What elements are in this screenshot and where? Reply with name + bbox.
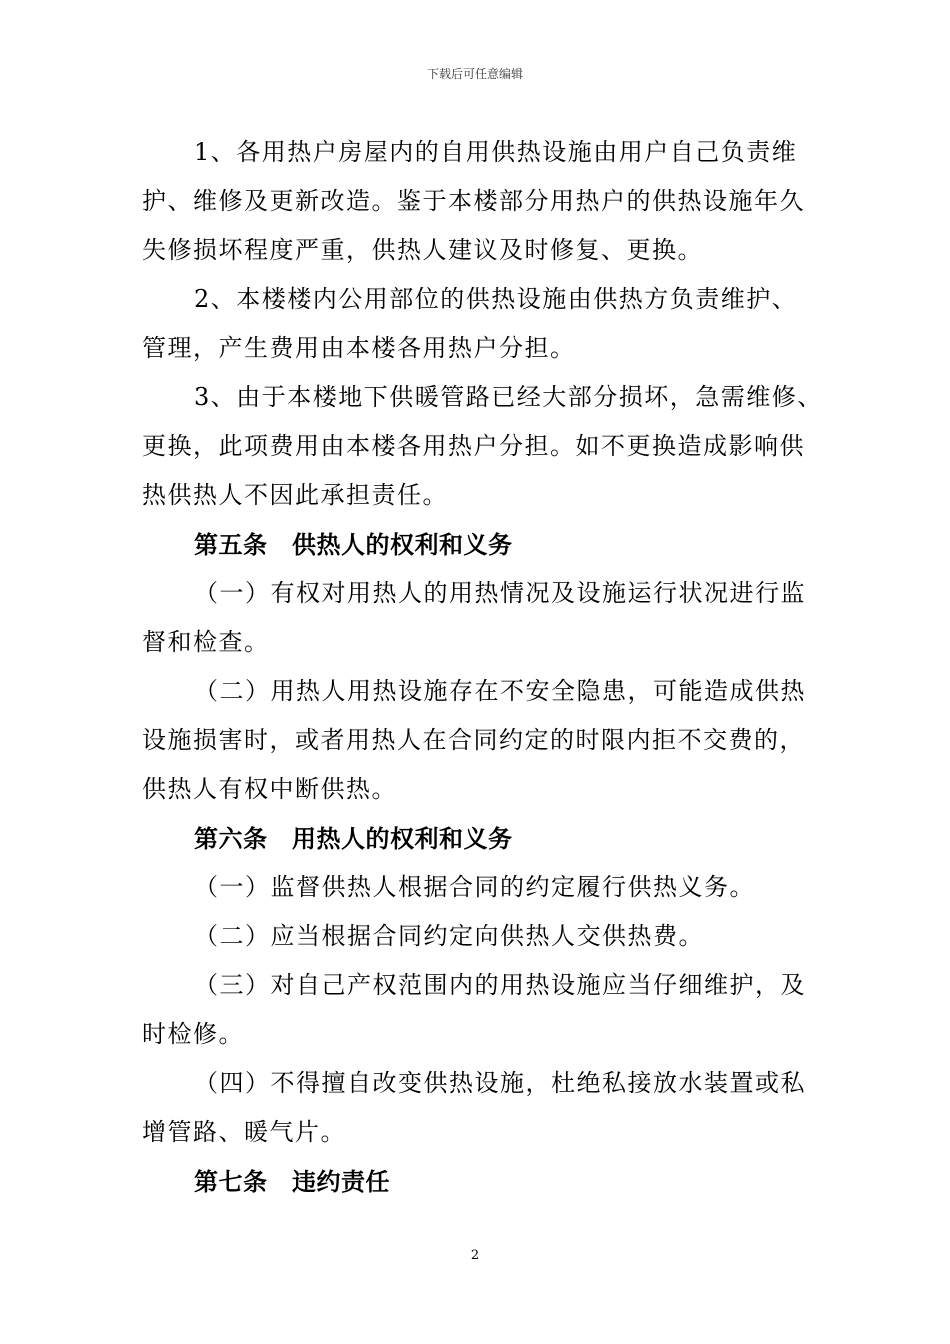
page-number: 2 bbox=[470, 1248, 480, 1263]
text-line: 热供热人不因此承担责任。 bbox=[142, 481, 448, 509]
text-line: 时检修。 bbox=[142, 1020, 244, 1048]
text-line: （一）监督供热人根据合同的约定履行供热义务。 bbox=[194, 873, 755, 901]
text-line: （二）用热人用热设施存在不安全隐患，可能造成供热 bbox=[194, 677, 806, 705]
document-body bbox=[142, 128, 823, 1206]
text-line: 管理，产生费用由本楼各用热户分担。 bbox=[142, 334, 576, 362]
text-line: 更换，此项费用由本楼各用热户分担。如不更换造成影响供 bbox=[142, 432, 805, 460]
page-header: 下载后可任意编辑 bbox=[426, 67, 523, 81]
article-6-item-3 bbox=[142, 961, 812, 1059]
text-line: 失修损坏程度严重，供热人建议及时修复、更换。 bbox=[142, 236, 703, 264]
text-line: 增管路、暖气片。 bbox=[142, 1118, 346, 1146]
text-line: 设施损害时，或者用热人在合同约定的时限内拒不交费的， bbox=[142, 726, 805, 754]
text-line: （一）有权对用热人的用热情况及设施运行状况进行监 bbox=[194, 579, 806, 607]
text-line: 3、由于本楼地下供暖管路已经大部分损坏，急需维修、 bbox=[194, 383, 823, 411]
paragraph-clause-3 bbox=[142, 373, 823, 520]
article-7-heading: 第七条 违约责任 bbox=[194, 1167, 390, 1196]
text-line: （四）不得擅自改变供热设施，杜绝私接放水装置或私 bbox=[194, 1069, 806, 1097]
paragraph-clause-2 bbox=[142, 275, 812, 373]
text-line: 1、各用热户房屋内的自用供热设施由用户自己负责维 bbox=[194, 138, 798, 166]
article-5-heading: 第五条 供热人的权利和义务 bbox=[194, 530, 513, 559]
text-line: 2、本楼楼内公用部位的供热设施由供热方负责维护、 bbox=[194, 285, 798, 313]
article-6-item-4 bbox=[142, 1059, 812, 1157]
article-5-item-2 bbox=[142, 667, 812, 814]
text-line: 供热人有权中断供热。 bbox=[142, 775, 397, 803]
article-6-item-1 bbox=[142, 863, 812, 912]
text-line: （二）应当根据合同约定向供热人交供热费。 bbox=[194, 922, 704, 950]
text-line: 护、维修及更新改造。鉴于本楼部分用热户的供热设施年久 bbox=[142, 187, 805, 215]
text-line: （三）对自己产权范围内的用热设施应当仔细维护，及 bbox=[194, 971, 806, 999]
article-6-heading: 第六条 用热人的权利和义务 bbox=[194, 824, 513, 853]
article-6-item-2 bbox=[142, 912, 812, 961]
paragraph-clause-1 bbox=[142, 128, 812, 275]
text-line: 督和检查。 bbox=[142, 628, 270, 656]
article-5-item-1 bbox=[142, 569, 812, 667]
